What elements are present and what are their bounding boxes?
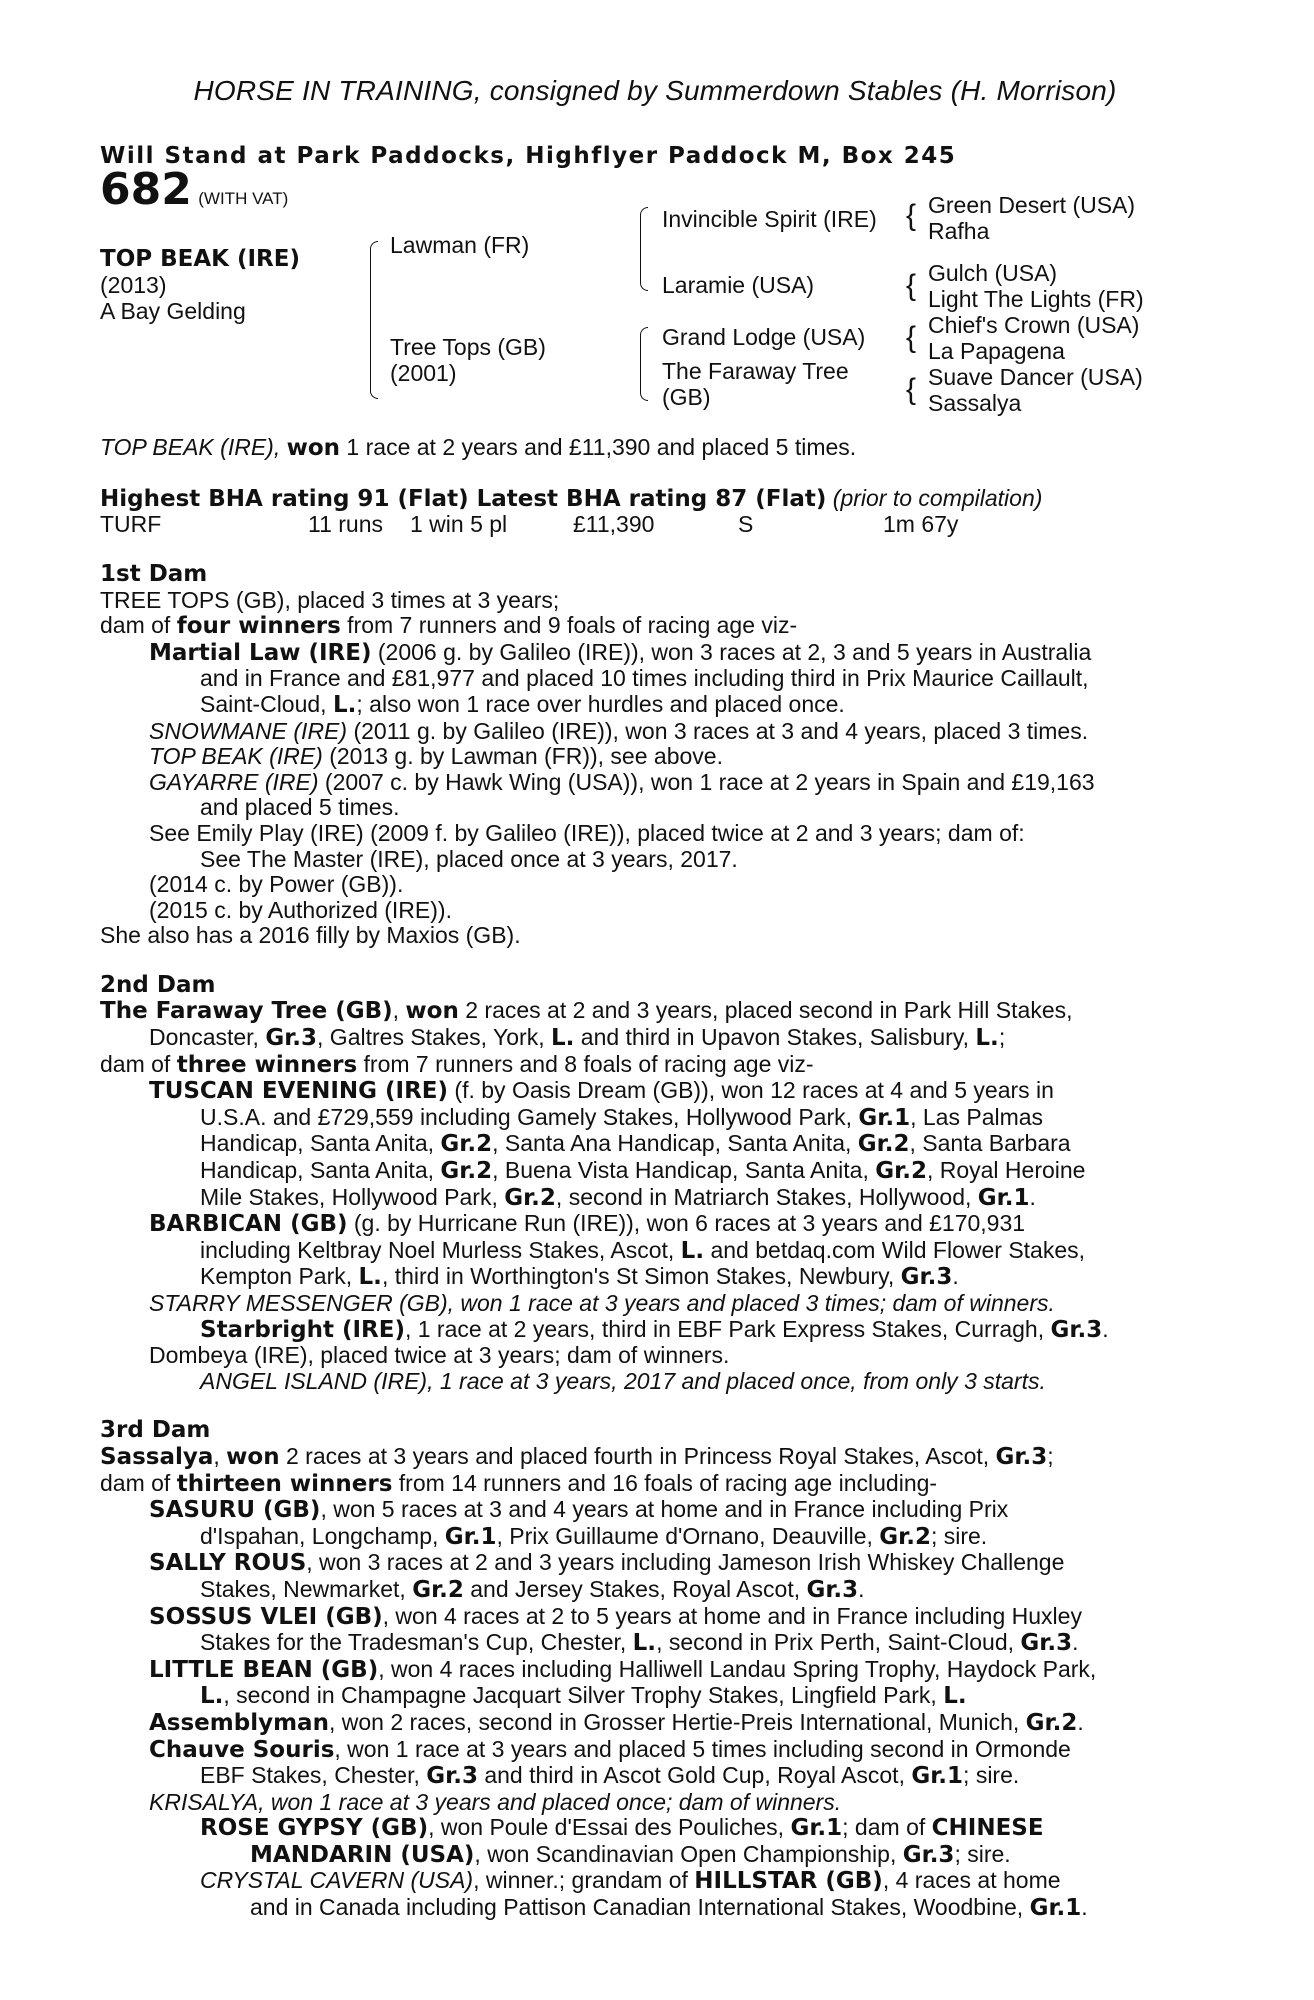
lot-number-row [100, 164, 289, 216]
dam2-line: dam of three winners from 7 runners and 8 foals of racing age viz- [100, 1050, 814, 1078]
brace-glyph: { [906, 269, 917, 303]
dam-name: Tree Tops (GB) [390, 334, 546, 361]
sire-name: Lawman (FR) [390, 232, 530, 259]
ggp-6: La Papagena [928, 338, 1065, 365]
dam1-line: Saint-Cloud, L.; also won 1 race over hurdles and placed once. [200, 690, 845, 718]
dam1-line: SNOWMANE (IRE) (2011 g. by Galileo (IRE)), won 3 races at 3 and 4 years, placed 3 times. [149, 717, 1089, 744]
dam-brace [640, 327, 648, 401]
dam3-line: SALLY ROUS, won 3 races at 2 and 3 years including Jameson Irish Whiskey Challenge [149, 1549, 1065, 1577]
dam3-line: SOSSUS VLEI (GB), won 4 races at 2 to 5 years at home and in France including Huxley [149, 1602, 1082, 1630]
dam-dam-country: (GB) [662, 384, 711, 411]
brace-glyph: { [906, 321, 917, 355]
dam3-line: CRYSTAL CAVERN (USA), winner.; grandam of HILLSTAR (GB), 4 races at home [200, 1867, 1061, 1895]
dam1-line: and in France and £81,977 and placed 10 times including third in Prix Maurice Caillault, [200, 665, 1089, 692]
dam2-line: BARBICAN (GB) (g. by Hurricane Run (IRE)), won 6 races at 3 years and £170,931 [149, 1210, 1026, 1238]
brace-glyph: { [906, 199, 917, 233]
dam1-line: See Emily Play (IRE) (2009 f. by Galileo (IRE)), placed twice at 2 and 3 years; dam of: [149, 819, 1025, 846]
dam3-line: Stakes for the Tradesman's Cup, Chester, L., second in Prix Perth, Saint-Cloud, Gr.3. [200, 1629, 1079, 1657]
dam1-line: (2015 c. by Authorized (IRE)). [149, 896, 452, 923]
ggp-5: Chief's Crown (USA) [928, 312, 1140, 339]
dam1-line: dam of four winners from 7 runners and 9 foals of racing age viz- [100, 612, 798, 640]
dam3-line: dam of thirteen winners from 14 runners and 16 foals of racing age including- [100, 1469, 938, 1497]
dam3-line: KRISALYA, won 1 race at 3 years and placed once; dam of winners. [149, 1788, 842, 1815]
stand-location: Will Stand at Park Paddocks, Highflyer Paddock M, Box 245 [100, 142, 957, 169]
second-dam-heading: 2nd Dam [100, 971, 216, 998]
dam3-line: Stakes, Newmarket, Gr.2 and Jersey Stakes, Royal Ascot, Gr.3. [200, 1575, 865, 1603]
dam3-line: EBF Stakes, Chester, Gr.3 and third in Ascot Gold Cup, Royal Ascot, Gr.1; sire. [200, 1762, 1020, 1790]
dam-dam: The Faraway Tree [662, 358, 849, 385]
horse-description: A Bay Gelding [100, 298, 246, 325]
dam3-line: MANDARIN (USA), won Scandinavian Open Championship, Gr.3; sire. [250, 1840, 1011, 1868]
dam3-line: Sassalya, won 2 races at 3 years and placed fourth in Princess Royal Stakes, Ascot, Gr.3; [100, 1442, 1054, 1470]
dam-year: (2001) [390, 360, 457, 387]
bha-rating: Highest BHA rating 91 (Flat) Latest BHA rating 87 (Flat) (prior to compilation) [100, 484, 1043, 512]
dam2-line: STARRY MESSENGER (GB), won 1 race at 3 years and placed 3 times; dam of winners. [149, 1290, 1055, 1316]
ggp-1: Green Desert (USA) [928, 192, 1136, 219]
sire-sire: Invincible Spirit (IRE) [662, 206, 877, 233]
dam3-line: Assemblyman, won 2 races, second in Grosser Hertie-Preis International, Munich, Gr.2. [149, 1708, 1084, 1736]
dam3-line: d'Ispahan, Longchamp, Gr.1, Prix Guillaume d'Ornano, Deauville, Gr.2; sire. [200, 1522, 988, 1550]
dam2-line: including Keltbray Noel Murless Stakes, Ascot, L. and betdaq.com Wild Flower Stakes, [200, 1236, 1086, 1264]
first-dam-heading: 1st Dam [100, 560, 208, 587]
dam1-line: TREE TOPS (GB), placed 3 times at 3 years; [100, 586, 560, 613]
dam2-line: Kempton Park, L., third in Worthington's St Simon Stakes, Newbury, Gr.3. [200, 1263, 959, 1291]
turf-record: TURF 11 runs 1 win 5 pl £11,390 S 1m 67y [100, 511, 959, 538]
dam2-line: Handicap, Santa Anita, Gr.2, Santa Ana Handicap, Santa Anita, Gr.2, Santa Barbara [200, 1130, 1071, 1158]
dam1-line: and placed 5 times. [200, 794, 400, 821]
dam1-line: TOP BEAK (IRE) (2013 g. by Lawman (FR)), see above. [149, 743, 723, 770]
dam2-line: Handicap, Santa Anita, Gr.2, Buena Vista Handicap, Santa Anita, Gr.2, Royal Heroine [200, 1157, 1086, 1185]
ggp-7: Suave Dancer (USA) [928, 364, 1143, 391]
dam2-line: Doncaster, Gr.3, Galtres Stakes, York, L. and third in Upavon Stakes, Salisbury, L.; [149, 1024, 1006, 1052]
dam3-line: SASURU (GB), won 5 races at 3 and 4 years at home and in France including Prix [149, 1496, 1009, 1524]
dam3-line: Chauve Souris, won 1 race at 3 years and placed 5 times including second in Ormonde [149, 1735, 1071, 1763]
dam2-line: Starbright (IRE), 1 race at 2 years, third in EBF Park Express Stakes, Curragh, Gr.3. [200, 1315, 1109, 1343]
dam2-line: Mile Stakes, Hollywood Park, Gr.2, second in Matriarch Stakes, Hollywood, Gr.1. [200, 1183, 1036, 1211]
dam2-line: TUSCAN EVENING (IRE) (f. by Oasis Dream (GB)), won 12 races at 4 and 5 years in [149, 1077, 1054, 1105]
dam2-line: ANGEL ISLAND (IRE), 1 race at 3 years, 2017 and placed once, from only 3 starts. [200, 1367, 1046, 1394]
page-content [100, 75, 1210, 1922]
third-dam-heading: 3rd Dam [100, 1417, 211, 1444]
dam3-line: and in Canada including Pattison Canadian International Stakes, Woodbine, Gr.1. [250, 1894, 1088, 1922]
horse-year: (2013) [100, 272, 167, 299]
dam3-line: LITTLE BEAN (GB), won 4 races including Halliwell Landau Spring Trophy, Haydock Park, [149, 1655, 1097, 1683]
ggp-3: Gulch (USA) [928, 260, 1058, 287]
dam2-line: U.S.A. and £729,559 including Gamely Stakes, Hollywood Park, Gr.1, Las Palmas [200, 1103, 1044, 1131]
dam1-line: She also has a 2016 filly by Maxios (GB). [100, 922, 521, 949]
consignor-header: HORSE IN TRAINING, consigned by Summerdown Stables (H. Morrison) [193, 75, 1117, 106]
dam1-line: (2014 c. by Power (GB)). [149, 871, 404, 898]
dam1-line: Martial Law (IRE) (2006 g. by Galileo (IRE)), won 3 races at 2, 3 and 5 years in Australia [149, 638, 1092, 666]
dam-sire: Grand Lodge (USA) [662, 324, 866, 351]
dam3-line: ROSE GYPSY (GB), won Poule d'Essai des Pouliches, Gr.1; dam of CHINESE [200, 1814, 1044, 1842]
ggp-2: Rafha [928, 218, 990, 245]
dam3-line: L., second in Champagne Jacquart Silver Trophy Stakes, Lingfield Park, L. [200, 1682, 967, 1710]
pedigree-block [100, 164, 1210, 417]
dam1-line: GAYARRE (IRE) (2007 c. by Hawk Wing (USA)), won 1 race at 2 years in Spain and £19,163 [149, 768, 1095, 795]
horse-name: TOP BEAK (IRE) [100, 246, 300, 273]
sire-dam: Laramie (USA) [662, 272, 815, 299]
dam2-line: The Faraway Tree (GB), won 2 races at 2 and 3 years, placed second in Park Hill Stakes, [100, 997, 1073, 1025]
dam2-line: Dombeya (IRE), placed twice at 3 years; dam of winners. [149, 1342, 730, 1369]
lot-number: 682 [100, 164, 192, 216]
dam1-line: See The Master (IRE), placed once at 3 years, 2017. [200, 845, 738, 872]
race-summary: TOP BEAK (IRE), won 1 race at 2 years and £11,390 and placed 5 times. [100, 434, 857, 462]
sire-brace [640, 207, 648, 291]
ggp-4: Light The Lights (FR) [928, 286, 1144, 313]
vat-note: (WITH VAT) [198, 189, 289, 209]
pedigree-brace [370, 241, 378, 399]
ggp-8: Sassalya [928, 390, 1022, 417]
brace-glyph: { [906, 373, 917, 407]
